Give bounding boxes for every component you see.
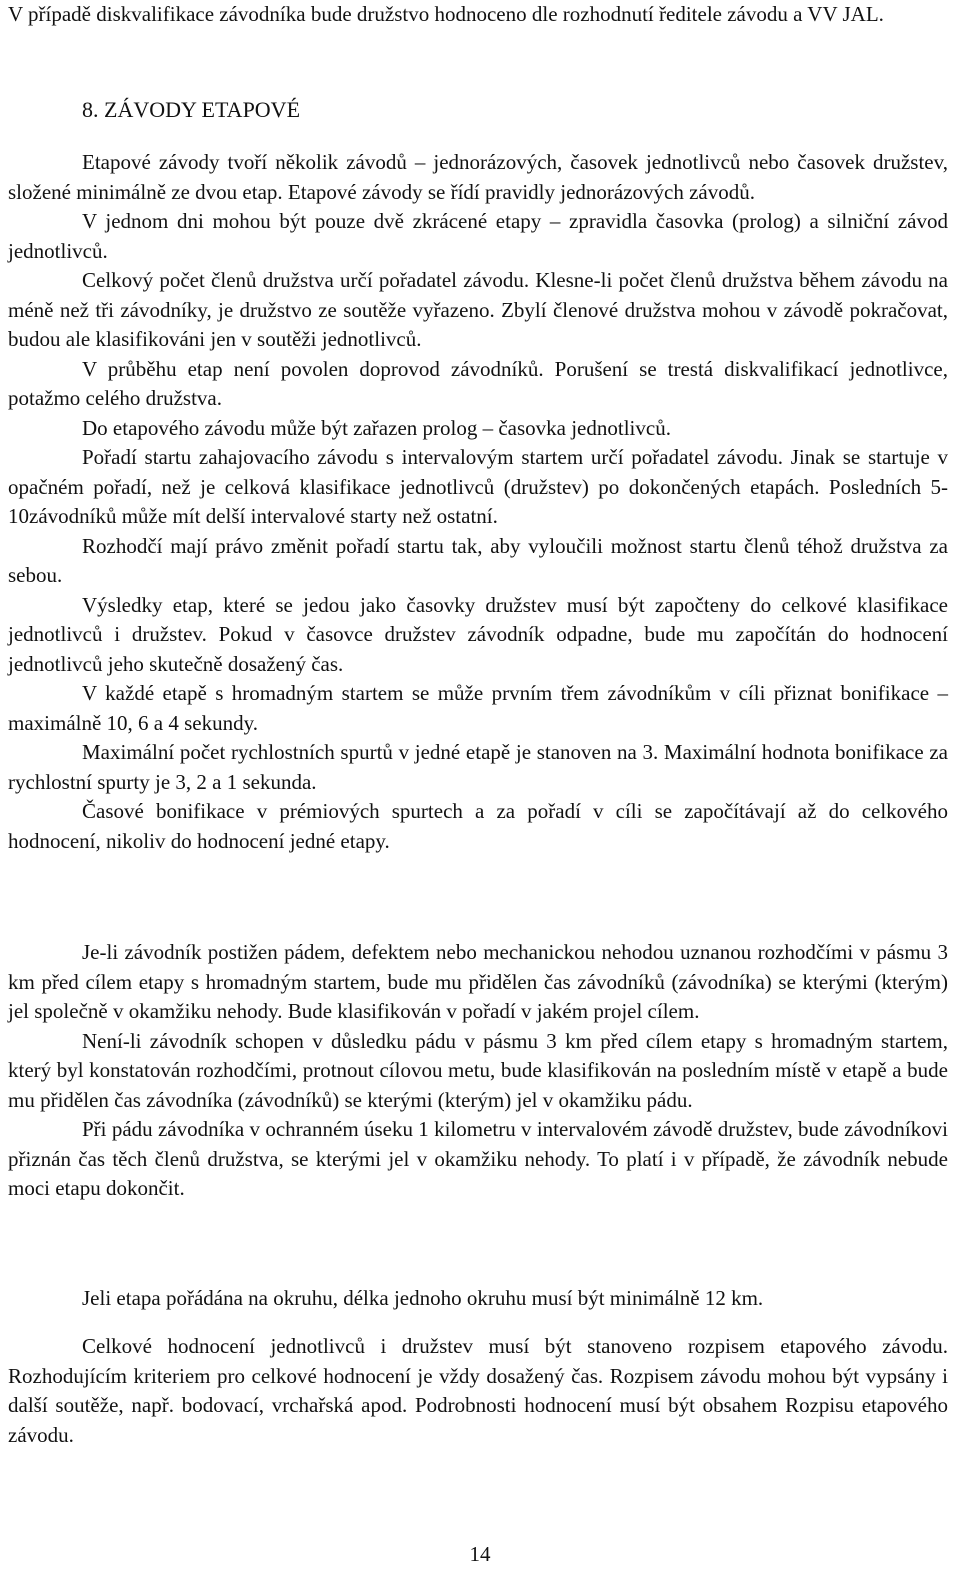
section-body <box>8 148 948 856</box>
paragraph: Celkový počet členů družstva určí pořadatel závodu. Klesne-li počet členů družstva během závodu na méně než tři závodníky, je družstvo ze soutěže vyřazeno. Zbylí členové družstva mohou v závodě pokračovat, budou ale klasifikováni jen v soutěži jednotlivců. <box>8 268 948 351</box>
section-heading-block <box>8 95 948 125</box>
overall-block <box>8 1332 948 1450</box>
paragraph: V průběhu etap není povolen doprovod závodníků. Porušení se trestá diskvalifikací jednotlivce, potažmo celého družstva. <box>8 356 948 410</box>
paragraph: Maximální počet rychlostních spurtů v jedné etapě je stanoven na 3. Maximální hodnota bonifikace za rychlostní spurty je 3, 2 a 1 sekunda. <box>8 740 948 794</box>
section-heading: 8. ZÁVODY ETAPOVÉ <box>82 97 301 122</box>
paragraph: Etapové závody tvoří několik závodů – jednorázových, časovek jednotlivců nebo časovek družstev, složené minimálně ze dvou etap. Etapové závody se řídí pravidly jednorázových závodů. <box>8 150 948 204</box>
paragraph: V jednom dni mohou být pouze dvě zkrácené etapy – zpravidla časovka (prolog) a silniční závod jednotlivců. <box>8 209 948 263</box>
paragraph: Časové bonifikace v prémiových spurtech a za pořadí v cíli se započítávají až do celkového hodnocení, nikoliv do hodnocení jedné etapy. <box>8 799 948 853</box>
intro-block <box>8 0 948 30</box>
overall-paragraph: Celkové hodnocení jednotlivců i družstev musí být stanoveno rozpisem etapového závodu. Rozhodujícím kriteriem pro celkové hodnocení je vždy dosažený čas. Rozpisem závodu mohou být vypsány i další soutěže, např. bodovací, vrchařská apod. Podrobnosti hodnocení musí být obsahem Rozpisu etapového závodu. <box>8 1334 948 1447</box>
accidents-block <box>8 938 948 1204</box>
paragraph: Výsledky etap, které se jedou jako časovky družstev musí být započteny do celkové klasifikace jednotlivců i družstev. Pokud v časovce družstev závodník odpadne, bude mu započítán do hodnocení jednotlivců jeho skutečně dosažený čas. <box>8 592 948 676</box>
paragraph: Pořadí startu zahajovacího závodu s intervalovým startem určí pořadatel závodu. Jinak se startuje v opačném pořadí, než je celková klasifikace jednotlivců (družstev) po dokončených etapách. Posledních 5-10závodníků může mít delší intervalové starty než ostatní. <box>8 445 948 528</box>
circuit-paragraph: Jeli etapa pořádána na okruhu, délka jednoho okruhu musí být minimálně 12 km. <box>82 1286 764 1310</box>
paragraph: V každé etapě s hromadným startem se může prvním třem závodníkům v cíli přiznat bonifikace – maximálně 10, 6 a 4 sekundy. <box>8 681 948 735</box>
paragraph: Do etapového závodu může být zařazen prolog – časovka jednotlivců. <box>82 415 671 440</box>
circuit-block <box>8 1284 948 1314</box>
paragraph: Je-li závodník postižen pádem, defektem nebo mechanickou nehodou uznanou rozhodčími v pásmu 3 km před cílem etapy s hromadným startem, bude mu přidělen čas závodníků (závodníka) se kterými (kterým) jel společně v okamžiku nehody. Bude klasifikován v pořadí v jakém projel cílem. <box>8 940 948 1023</box>
paragraph: Není-li závodník schopen v důsledku pádu v pásmu 3 km před cílem etapy s hromadným startem, který byl konstatován rozhodčími, protnout cílovou metu, bude klasifikován na posledním místě v etapě a bude mu přidělen čas závodníka (závodníků) se kterými (kterým) jel v okamžiku pádu. <box>8 1028 948 1112</box>
paragraph: Rozhodčí mají právo změnit pořadí startu tak, aby vyloučili možnost startu členů téhož družstva za sebou. <box>8 533 948 587</box>
paragraph: Při pádu závodníka v ochranném úseku 1 kilometru v intervalovém závodě družstev, bude závodníkovi přiznán čas těch členů družstva, se kterými jel v okamžiku nehody. To platí i v případě, že závodník nebude moci etapu dokončit. <box>8 1117 948 1200</box>
page-number: 14 <box>469 1542 491 1566</box>
intro-paragraph: V případě diskvalifikace závodníka bude družstvo hodnoceno dle rozhodnutí ředitele závodu a VV JAL. <box>8 2 884 26</box>
